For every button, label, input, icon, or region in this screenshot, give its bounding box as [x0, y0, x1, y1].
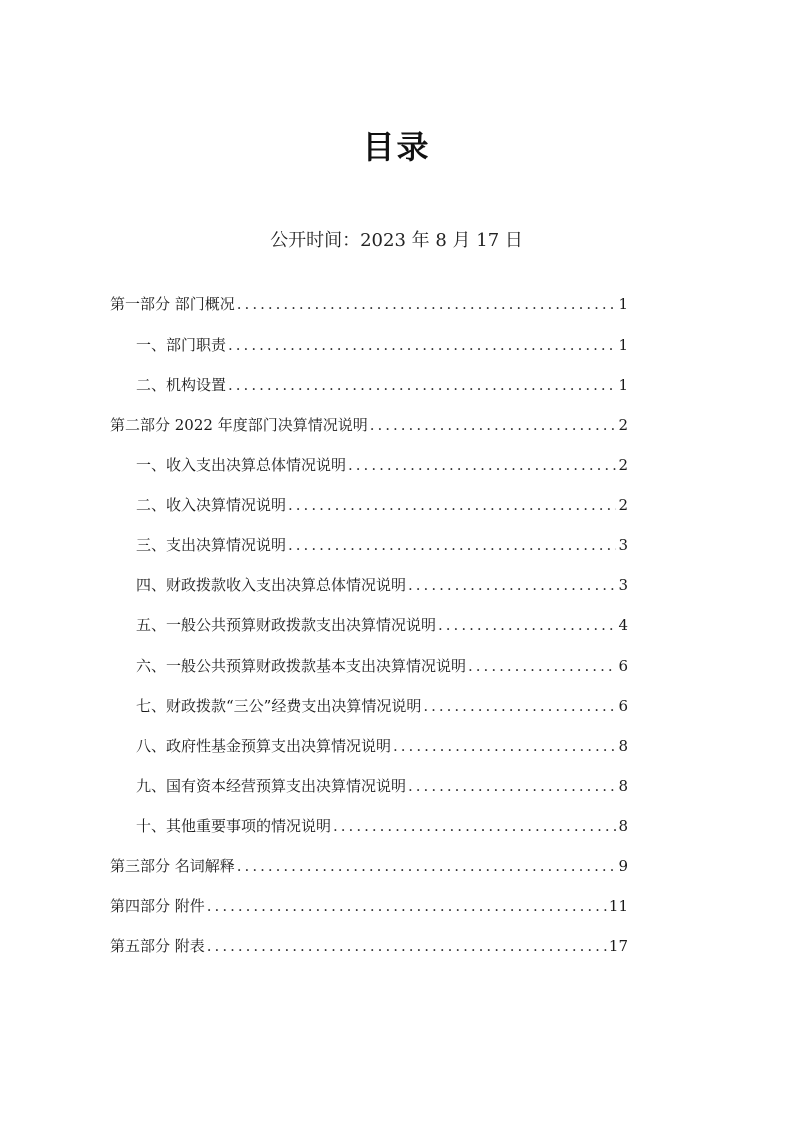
page-title: 目录: [362, 128, 431, 166]
toc-entry-part-3[interactable]: [110, 856, 628, 876]
toc-entry-page: 8: [618, 737, 628, 755]
toc-entry-2-6[interactable]: [136, 656, 628, 676]
toc-entry-page: 3: [618, 576, 628, 594]
toc-entry-2-3[interactable]: [136, 535, 628, 555]
toc-entry-page: 6: [618, 657, 628, 675]
toc-entry-label: 三、支出决算情况说明: [136, 536, 287, 554]
toc-entry-part-5[interactable]: [110, 936, 628, 956]
toc-entry-label: 第四部分 附件: [110, 897, 205, 915]
toc-leader-dots: [348, 455, 616, 475]
toc-entry-label: 七、财政拨款“三公”经费支出决算情况说明: [136, 697, 422, 715]
toc-entry-page: 17: [608, 937, 628, 955]
toc-entry-2-1[interactable]: [136, 455, 628, 475]
toc-entry-label: 第五部分 附表: [110, 937, 205, 955]
toc-entry-page: 4: [618, 616, 628, 634]
toc-entry-label: 五、一般公共预算财政拨款支出决算情况说明: [136, 616, 437, 634]
toc-entry-2-10[interactable]: [136, 816, 628, 836]
toc-entry-2-2[interactable]: [136, 495, 628, 515]
toc-leader-dots: [207, 936, 607, 956]
toc-leader-dots: [370, 415, 617, 435]
toc-entry-label: 一、部门职责: [136, 336, 227, 354]
toc-entry-page: 8: [618, 777, 628, 795]
toc-entry-2-9[interactable]: [136, 776, 628, 796]
toc-leader-dots: [237, 856, 617, 876]
toc-entry-page: 11: [608, 897, 628, 915]
toc-leader-dots: [228, 335, 616, 355]
toc-leader-dots: [423, 696, 616, 716]
toc-entry-part-2[interactable]: [110, 415, 628, 435]
toc-leader-dots: [408, 575, 616, 595]
toc-entry-label: 第二部分 2022 年度部门决算情况说明: [110, 416, 368, 434]
toc-entry-part-4[interactable]: [110, 896, 628, 916]
toc-entry-page: 3: [618, 536, 628, 554]
toc-entry-2-7[interactable]: [136, 696, 628, 716]
toc-entry-label: 八、政府性基金预算支出决算情况说明: [136, 737, 392, 755]
toc-entry-label: 第三部分 名词解释: [110, 857, 235, 875]
toc-entry-1-2[interactable]: [136, 375, 628, 395]
toc-entry-page: 2: [618, 456, 628, 474]
toc-entry-page: 9: [618, 857, 628, 875]
toc-entry-label: 六、一般公共预算财政拨款基本支出决算情况说明: [136, 657, 467, 675]
toc-entry-label: 九、国有资本经营预算支出决算情况说明: [136, 777, 407, 795]
toc-entry-part-1[interactable]: [110, 294, 628, 314]
toc-entry-2-8[interactable]: [136, 736, 628, 756]
toc-leader-dots: [333, 816, 616, 836]
toc-entry-label: 四、财政拨款收入支出决算总体情况说明: [136, 576, 407, 594]
publish-time: 公开时间：2023 年 8 月 17 日: [270, 230, 523, 251]
toc-entry-page: 6: [618, 697, 628, 715]
toc-leader-dots: [393, 736, 616, 756]
toc-entry-label: 二、机构设置: [136, 376, 227, 394]
toc-entry-page: 2: [618, 496, 628, 514]
toc-entry-label: 二、收入决算情况说明: [136, 496, 287, 514]
toc-leader-dots: [468, 656, 616, 676]
toc-leader-dots: [288, 535, 616, 555]
toc-leader-dots: [438, 615, 616, 635]
toc-entry-page: 1: [618, 295, 628, 313]
toc-entry-1-1[interactable]: [136, 335, 628, 355]
toc-entry-page: 1: [618, 336, 628, 354]
toc-entry-page: 1: [618, 376, 628, 394]
toc-leader-dots: [408, 776, 616, 796]
toc-entry-label: 第一部分 部门概况: [110, 295, 235, 313]
toc-entry-2-5[interactable]: [136, 615, 628, 635]
toc-entry-2-4[interactable]: [136, 575, 628, 595]
toc-leader-dots: [288, 495, 616, 515]
toc-leader-dots: [228, 375, 616, 395]
toc-entry-page: 8: [618, 817, 628, 835]
toc-leader-dots: [207, 896, 607, 916]
toc-entry-label: 一、收入支出决算总体情况说明: [136, 456, 347, 474]
toc-leader-dots: [237, 294, 617, 314]
toc-entry-label: 十、其他重要事项的情况说明: [136, 817, 332, 835]
toc-entry-page: 2: [618, 416, 628, 434]
